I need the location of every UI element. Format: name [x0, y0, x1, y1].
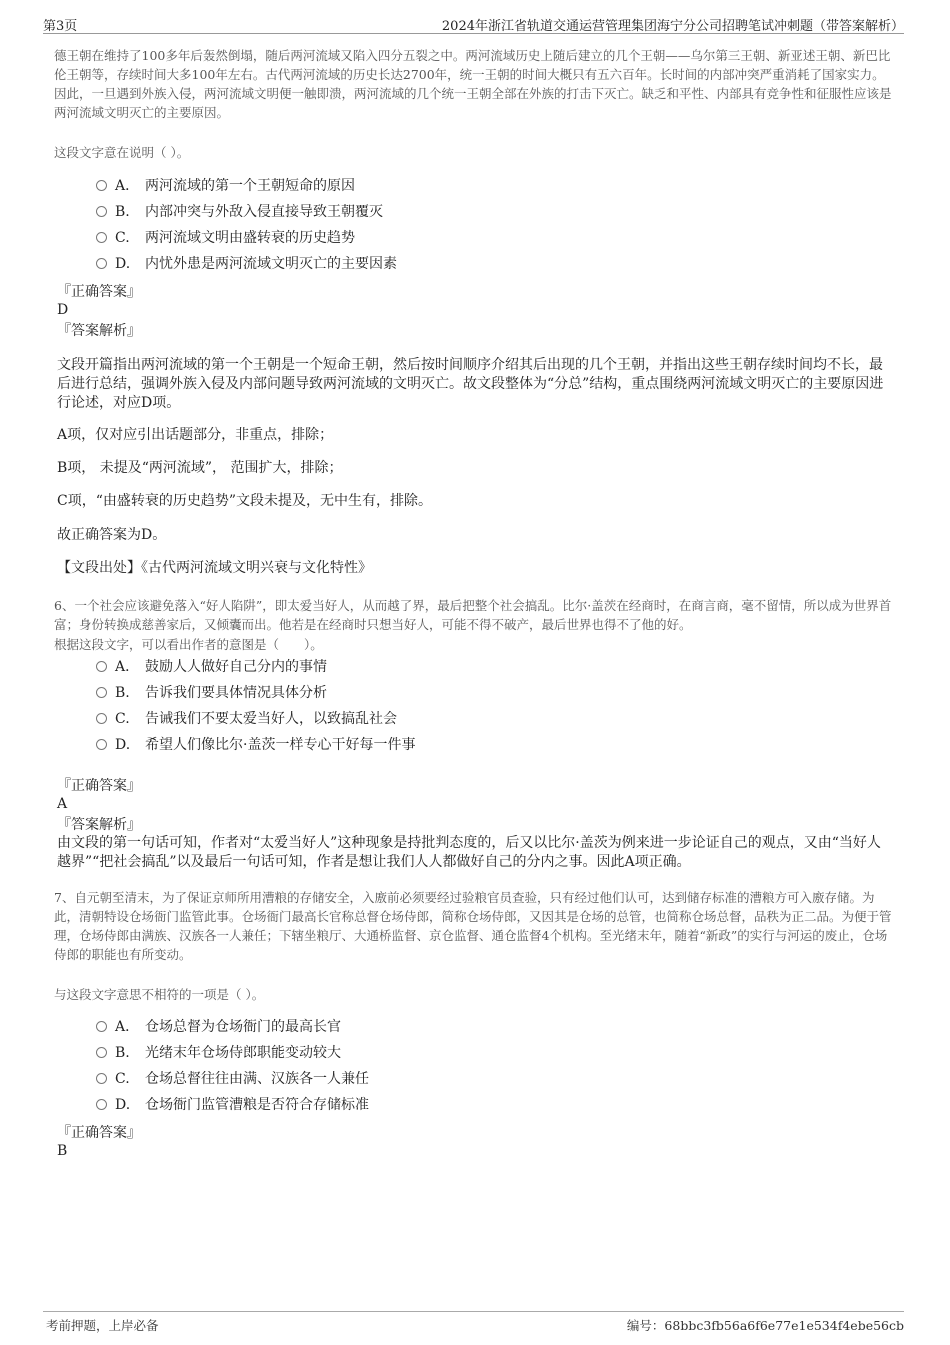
q6-answer: A: [57, 796, 68, 812]
q5-analysis-label: 『答案解析』: [57, 323, 141, 339]
footer-slogan: 考前押题，上岸必备: [46, 1318, 159, 1333]
q7-stem: 与这段文字意思不相符的一项是（ ）。: [54, 987, 265, 1002]
radio-icon[interactable]: [96, 206, 107, 217]
radio-icon[interactable]: [96, 739, 107, 750]
q5-analysis-summary: 文段开篇指出两河流域的第一个王朝是一个短命王朝，然后按时间顺序介绍其后出现的几个王朝，并指出这些王朝存续时间均不长，最后进行总结，强调外族入侵及内部问题导致两河流域的文明灭亡。故文段整体为“分总”结构，重点围绕两河流域文明灭亡的主要原因进行论述，对应D项。: [57, 357, 884, 411]
q7-answer: B: [57, 1143, 68, 1159]
radio-icon[interactable]: [96, 687, 107, 698]
page-number: 第3页: [43, 19, 78, 34]
q6-analysis: 由文段的第一句话可知，作者对“太爱当好人”这种现象是持批判态度的，后又以比尔·盖茨为例来进一步论证自己的观点，又由“当好人越界”“把社会搞乱”以及最后一句话可知，作者是想让我们人人都做好自己的分内之事。因此A项正确。: [57, 835, 881, 870]
q5-analysis-b: B项， 未提及“两河流域”， 范围扩大，排除；: [57, 460, 343, 476]
document-id: 编号：68bbc3fb56a6f6e77e1e534f4ebe56cb: [626, 1318, 904, 1333]
q5-analysis-c: C项，“由盛转衰的历史趋势”文段未提及，无中生有，排除。: [57, 493, 433, 509]
q5-passage: 德王朝在维持了100多年后轰然倒塌，随后两河流域又陷入四分五裂之中。两河流域历史上随后建立的几个王朝——乌尔第三王朝、新亚述王朝、新巴比伦王朝等，存续时间大多100年左右。古代两河流域的历史长达2700年，统一王朝的时间大概只有五六百年。长时间的内部冲突严重消耗了国家实力。因此，一旦遇到外族入侵，两河流域文明便一触即溃，两河流域的几个统一王朝全部在外族的打击下灭亡。缺乏和平性、内部具有竞争性和征服性应该是两河流域文明灭亡的主要原因。: [54, 48, 892, 120]
q5-answer: D: [57, 302, 69, 318]
q7-option-d[interactable]: D. 仓场衙门监管漕粮是否符合存储标准: [96, 1095, 369, 1115]
radio-icon[interactable]: [96, 258, 107, 269]
q6-analysis-label: 『答案解析』: [57, 817, 141, 833]
radio-icon[interactable]: [96, 180, 107, 191]
q7-option-b[interactable]: B. 光绪末年仓场侍郎职能变动较大: [96, 1043, 341, 1063]
q5-answer-label: 『正确答案』: [57, 284, 141, 300]
radio-icon[interactable]: [96, 1099, 107, 1110]
header-divider: [43, 33, 904, 34]
q5-source: 【文段出处】《古代两河流域文明兴衰与文化特性》: [57, 560, 372, 576]
q5-analysis-a: A项，仅对应引出话题部分，非重点，排除；: [57, 427, 334, 443]
radio-icon[interactable]: [96, 1021, 107, 1032]
footer-divider: [43, 1311, 904, 1312]
radio-icon[interactable]: [96, 1073, 107, 1084]
q6-option-d[interactable]: D. 希望人们像比尔·盖茨一样专心干好每一件事: [96, 735, 415, 755]
q7-answer-label: 『正确答案』: [57, 1125, 141, 1141]
q5-option-b[interactable]: B. 内部冲突与外敌入侵直接导致王朝覆灭: [96, 202, 383, 222]
radio-icon[interactable]: [96, 713, 107, 724]
q7-option-a[interactable]: A． 仓场总督为仓场衙门的最高长官: [96, 1017, 341, 1037]
document-title: 2024年浙江省轨道交通运营管理集团海宁分公司招聘笔试冲刺题（带答案解析）: [441, 19, 904, 34]
q5-option-a[interactable]: A． 两河流域的第一个王朝短命的原因: [96, 176, 355, 196]
q5-analysis-conclusion: 故正确答案为D。: [57, 527, 167, 543]
q5-option-c[interactable]: C. 两河流域文明由盛转衰的历史趋势: [96, 228, 355, 248]
q6-stem: 根据这段文字，可以看出作者的意图是（ ）。: [54, 637, 323, 652]
radio-icon[interactable]: [96, 661, 107, 672]
q6-answer-label: 『正确答案』: [57, 778, 141, 794]
q6-option-c[interactable]: C. 告诫我们不要太爱当好人，以致搞乱社会: [96, 709, 397, 729]
q6-passage: 6、一个社会应该避免落入“好人陷阱”，即太爱当好人，从而越了界，最后把整个社会搞乱。比尔·盖茨在经商时，在商言商，毫不留情，所以成为世界首富；身份转换成慈善家后，又倾囊而出。他若是在经商时只想当好人，可能不得不破产，最后世界也得不了他的好。: [54, 598, 892, 632]
radio-icon[interactable]: [96, 232, 107, 243]
q7-option-c[interactable]: C. 仓场总督往往由满、汉族各一人兼任: [96, 1069, 369, 1089]
radio-icon[interactable]: [96, 1047, 107, 1058]
q5-stem: 这段文字意在说明（ ）。: [54, 145, 190, 160]
q6-option-a[interactable]: A． 鼓励人人做好自己分内的事情: [96, 657, 327, 677]
q7-passage: 7、自元朝至清末，为了保证京师所用漕粮的存储安全，入廒前必须要经过验粮官员查验，只有经过他们认可，达到储存标准的漕粮方可入廒存储。为此，清朝特设仓场衙门监管此事。仓场衙门最高长官称总督仓场侍郎，简称仓场侍郎，又因其是仓场的总管，也简称仓场总督，品秩为正二品。为便于管理，仓场侍郎由满族、汉族各一人兼任；下辖坐粮厅、大通桥监督、京仓监督、通仓监督4个机构。至光绪末年，随着“新政”的实行与河运的废止，仓场侍郎的职能也有所变动。: [54, 890, 892, 962]
q6-option-b[interactable]: B. 告诉我们要具体情况具体分析: [96, 683, 327, 703]
q5-option-d[interactable]: D. 内忧外患是两河流域文明灭亡的主要因素: [96, 254, 397, 274]
